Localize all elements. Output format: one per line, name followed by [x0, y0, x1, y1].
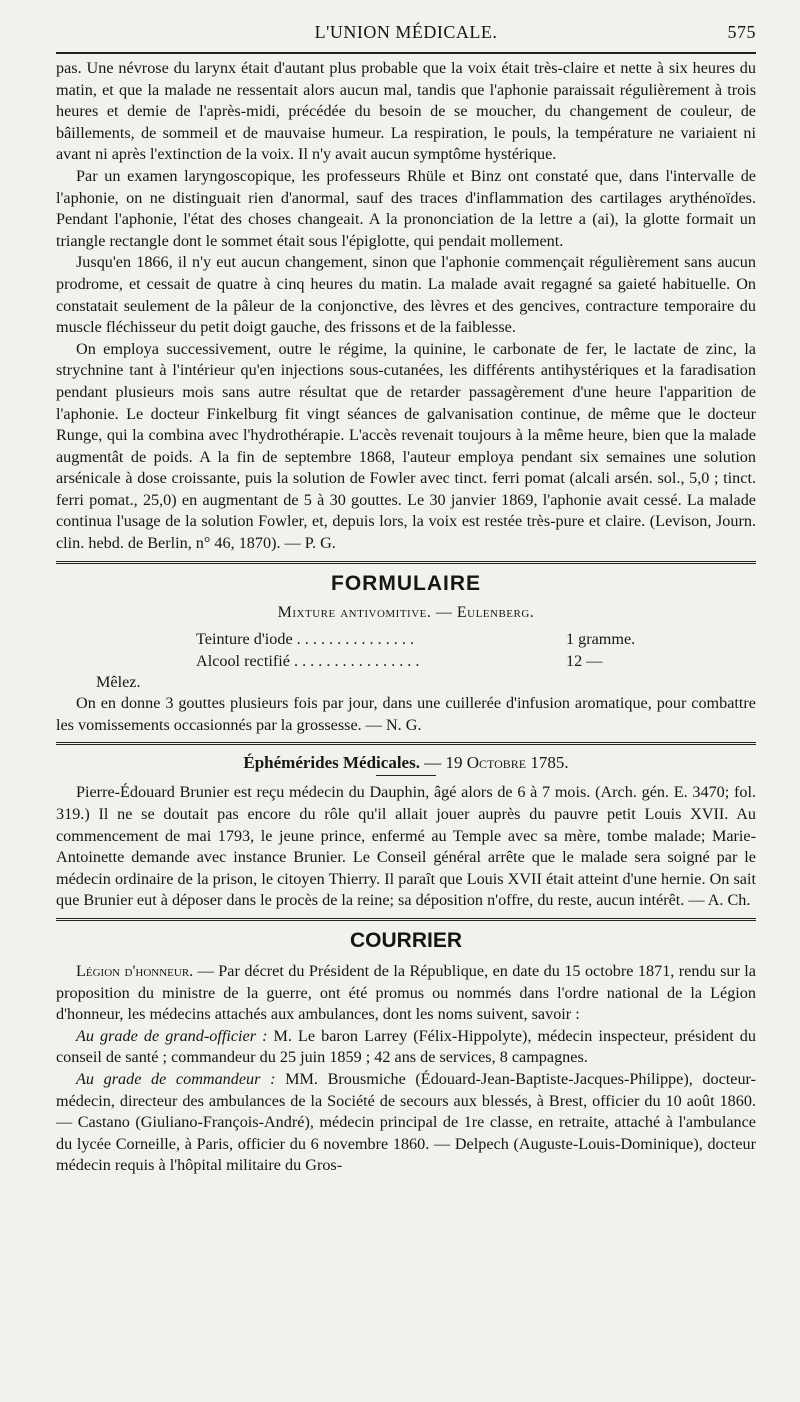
case-paragraph: On employa successivement, outre le régime, la quinine, le carbonate de fer, le lactate de zinc, la strychnine tant à l'intérieur qu'en injections sous-cutanées, les différents antihystériques et la faradisation pendant plusieurs mois sans autre résultat que de retarder passagèrement d'une heure l'apparition de l'aphonie. Le docteur Finkelburg fit vingt séances de galvanisation continue, de même que le docteur Runge, qui la combina avec l'hydrothérapie. L'accès revenait toujours à la même heure, bien que la malade augmentât de poids. A la fin de septembre 1868, l'auteur employa pendant six semaines une solution arsénicale à dose croissante, puis la solution de Fowler avec tinct. ferri pomat (alcali arsén. sol., 5,0 ; tinct. ferri pomat., 25,0) en augmentant de 5 à 30 gouttes. Le 30 janvier 1869, l'aphonie avait cessé. La malade continua l'usage de la solution Fowler, et, depuis lors, la voix est restée très-pure et claire. (Levison, Journ. clin. hebd. de Berlin, n° 46, 1870). — P. G.	[56, 339, 756, 553]
courrier-title: COURRIER	[349, 929, 462, 952]
commandeur-label: Au grade de commandeur :	[76, 1069, 276, 1088]
ingredient-name: Teinture d'iode . . . . . . . . . . . . . . .	[196, 629, 415, 648]
legion-text: — Par décret du Président de la République, en date du 15 octobre 1871, rendu sur la proposition du ministre de la guerre, ont été promus ou nommés dans l'ordre national de la Légion d'honneur, les médecins attachés aux ambulances, dont les noms suivent, savoir :	[56, 962, 756, 1024]
case-report	[56, 58, 756, 555]
recipe-instructions	[56, 672, 756, 737]
ephemerides-dash: —	[424, 753, 442, 773]
ephemerides-body	[56, 782, 756, 912]
ingredient-quantity: 12 —	[566, 651, 603, 670]
grand-officier-label: Au grade de grand-officier :	[76, 1026, 268, 1045]
instruction-text: On en donne 3 gouttes plusieurs fois par jour, dans une cuillerée d'infusion aromatique, pour combattre les vomissements occasionnés par la grossesse. — N. G.	[56, 694, 756, 734]
journal-title: L'UNION MÉDICALE.	[314, 22, 498, 42]
ephemerides-heading	[56, 753, 756, 773]
courrier-body	[56, 961, 756, 1177]
recipe-title: Mixture antivomitive. — Eulenberg.	[277, 603, 535, 621]
grand-officier-paragraph	[56, 1026, 756, 1069]
ingredient-name: Alcool rectifié . . . . . . . . . . . . . . . .	[196, 651, 420, 670]
section-divider	[56, 561, 756, 564]
case-paragraph: Jusqu'en 1866, il n'y eut aucun changement, sinon que l'aphonie commençait régulièrement sans aucun prodrome, et cessait de quatre à cinq heures du matin. La malade avait regagné sa gaieté habituelle. On constatait seulement de la pâleur de la conjonctive, des lèvres et des gencives, contracture temporaire du muscle fléchisseur du petit doigt gauche, des frissons et de la faiblesse.	[56, 253, 756, 337]
formulaire-title: FORMULAIRE	[331, 571, 481, 595]
grand-officier-text: M. Le baron Larrey (Félix-Hippolyte), médecin inspecteur, président du conseil de santé ; commandeur du 25 juin 1859 ; 42 ans de services, 8 campagnes.	[56, 1026, 756, 1067]
case-paragraph: Par un examen laryngoscopique, les professeurs Rhüle et Binz ont constaté que, dans l'intervalle de l'aphonie, on ne distinguait rien d'anormal, sauf des traces d'inflammation des cartilages arythénoïdes. Pendant l'aphonie, l'état des choses changeait. A la prononciation de la lettre a (ai), la glotte formait un triangle rectangle dont le sommet était sous l'épiglotte, qui pendait mollement.	[56, 166, 756, 250]
ingredient-quantity: 1 gramme.	[566, 629, 636, 648]
melez-text: Mêlez.	[96, 672, 141, 691]
section-divider	[56, 918, 756, 921]
ephemerides-date: 19 Octobre 1785.	[445, 753, 569, 773]
running-head	[56, 18, 756, 50]
section-divider	[56, 742, 756, 745]
legion-paragraph	[56, 961, 756, 1026]
short-rule	[376, 775, 436, 776]
recipe	[56, 628, 756, 672]
recipe-row	[56, 628, 756, 650]
ephemerides-title: Éphémérides Médicales.	[243, 753, 420, 773]
commandeur-paragraph	[56, 1069, 756, 1177]
page-number: 575	[727, 22, 756, 42]
header-rule	[56, 52, 756, 54]
case-paragraph: pas. Une névrose du larynx était d'autant plus probable que la voix était très-claire et nette à six heures du matin, et que la malade ne ressentait alors aucun mal, tandis que l'aphonie paraissait régulièrement à trois heures et demie de l'après-midi, précédée du besoin de se moucher, du changement de couleur, de bâillements, de sommeil et de mauvaise humeur. La respiration, le pouls, la température ne variaient ni avant ni après l'extinction de la voix. Il n'y avait aucun symptôme hystérique.	[56, 59, 756, 164]
ephemerides-text: Pierre-Édouard Brunier est reçu médecin du Dauphin, âgé alors de 6 à 7 mois. (Arch. gén. E. 3470; fol. 319.) Il ne se doutait pas encore du rôle qu'il allait jouer auprès du pauvre petit Louis XVII. Au commencement de mai 1793, le jeune prince, enfermé au Temple avec sa mère, tombe malade; Marie-Antoinette demande avec instance Brunier. Le Conseil général arrête que le malade sera soigné par le médecin ordinaire de la prison, le citoyen Thierry. Il paraît que Louis XVII était atteint d'une hernie. On sait que Brunier eut à déposer dans le procès de la reine; sa déposition n'offre, du reste, aucun intérêt. — A. Ch.	[56, 783, 756, 910]
commandeur-text: MM. Brousmiche (Édouard-Jean-Baptiste-Jacques-Philippe), docteur-médecin, directeur des ambulances de la Société de secours aux blessés, à Brest, officier du 10 août 1860. — Castano (Giuliano-François-André), médecin principal de 1re classe, en retraite, attaché à l'ambulance du lycée Corneille, à Paris, officier du 6 novembre 1860. — Delpech (Auguste-Louis-Dominique), docteur médecin requis à l'hôpital militaire du Gros-	[56, 1069, 757, 1175]
recipe-row	[56, 650, 756, 672]
legion-label: Légion d'honneur.	[76, 962, 194, 980]
